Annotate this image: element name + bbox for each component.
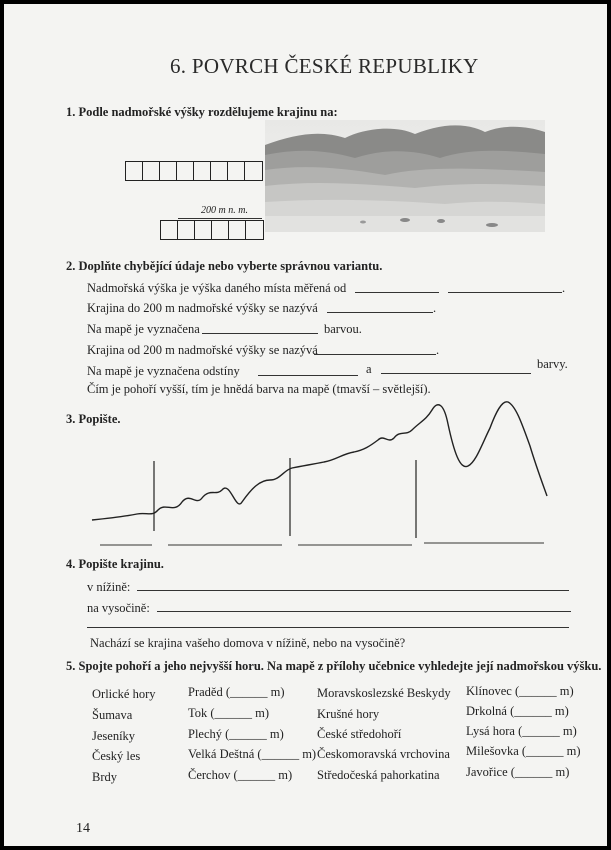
- altitude-label: 200 m n. m.: [201, 205, 248, 216]
- mountain-range-item: Český les: [92, 749, 141, 763]
- q2-line-5-and: a: [366, 362, 372, 376]
- landscape-illustration: [265, 120, 545, 232]
- q4-home-question: Nachází se krajina vašeho domova v nížině, nebo na vysočině?: [90, 636, 406, 650]
- peak-item: Tok (______ m): [188, 706, 270, 720]
- mountain-range-item: Jeseníky: [92, 729, 136, 743]
- q2-line-5: Na mapě je vyznačena odstíny: [87, 364, 240, 378]
- question-4-label: 4. Popište krajinu.: [66, 557, 164, 571]
- peak-item: Velká Deštná (______ m): [188, 747, 317, 761]
- q2-blank-1b[interactable]: [448, 292, 562, 293]
- q2-line-6: Čím je pohoří vyšší, tím je hnědá barva na mapě (tmavší – světlejší).: [87, 382, 431, 396]
- q2-line-5-end: barvy.: [537, 357, 568, 371]
- mountain-range-item: Krušné hory: [317, 707, 380, 721]
- q2-blank-1a[interactable]: [355, 292, 439, 293]
- mountain-range-item: Orlické hory: [92, 687, 156, 701]
- q4-lowland-blank[interactable]: [137, 590, 569, 591]
- terrain-profile-diagram: [92, 396, 552, 548]
- altitude-rule: [178, 218, 262, 219]
- worksheet-page: [4, 4, 607, 846]
- peak-item: Lysá hora (______ m): [466, 724, 577, 738]
- answer-boxes-upper[interactable]: [125, 161, 263, 181]
- answer-boxes-lower[interactable]: [160, 220, 264, 240]
- question-1-label: 1. Podle nadmořské výšky rozdělujeme krajinu na:: [66, 105, 338, 119]
- q2-blank-5a[interactable]: [258, 375, 358, 376]
- mountain-range-item: Moravskoslezské Beskydy: [317, 686, 451, 700]
- q2-line-4: Krajina od 200 m nadmořské výšky se nazývá: [87, 343, 318, 357]
- peak-item: Čerchov (______ m): [188, 768, 293, 782]
- page-title: 6. POVRCH ČESKÉ REPUBLIKY: [170, 54, 479, 78]
- q4-highland-blank[interactable]: [157, 611, 571, 612]
- q2-line-3: Na mapě je vyznačena: [87, 322, 200, 336]
- q4-lowland-label: v nížině:: [87, 580, 131, 594]
- peak-item: Praděd (______ m): [188, 685, 285, 699]
- q2-line-3-end: barvou.: [324, 322, 362, 336]
- question-5-label: 5. Spojte pohoří a jeho nejvyšší horu. Na mapě z přílohy učebnice vyhledejte její nadmořskou výšku.: [66, 659, 602, 673]
- q2-blank-4[interactable]: [314, 354, 436, 355]
- peak-item: Milešovka (______ m): [466, 744, 581, 758]
- q2-line-1: Nadmořská výška je výška daného místa měřená od: [87, 281, 347, 295]
- mountain-range-item: Českomoravská vrchovina: [317, 747, 450, 761]
- peak-item: Drkolná (______ m): [466, 704, 569, 718]
- q4-extra-blank[interactable]: [87, 627, 569, 628]
- mountain-range-item: Středočeská pahorkatina: [317, 768, 440, 782]
- mountain-range-item: Šumava: [92, 708, 133, 722]
- q2-blank-3[interactable]: [202, 333, 318, 334]
- mountain-range-item: Brdy: [92, 770, 117, 784]
- peak-item: Javořice (______ m): [466, 765, 570, 779]
- peak-item: Klínovec (______ m): [466, 684, 574, 698]
- q2-blank-2[interactable]: [327, 312, 433, 313]
- q2-line-2: Krajina do 200 m nadmořské výšky se nazývá: [87, 301, 318, 315]
- q2-dot-2: .: [433, 301, 437, 315]
- q2-dot-4: .: [436, 343, 440, 357]
- page-number: 14: [76, 821, 90, 836]
- question-2-label: 2. Doplňte chybějící údaje nebo vyberte správnou variantu.: [66, 259, 383, 273]
- q2-blank-5b[interactable]: [381, 373, 531, 374]
- question-3-label: 3. Popište.: [66, 412, 121, 426]
- q2-dot-1: .: [562, 281, 566, 295]
- mountain-range-item: České středohoří: [317, 727, 402, 741]
- q4-highland-label: na vysočině:: [87, 601, 150, 615]
- peak-item: Plechý (______ m): [188, 727, 284, 741]
